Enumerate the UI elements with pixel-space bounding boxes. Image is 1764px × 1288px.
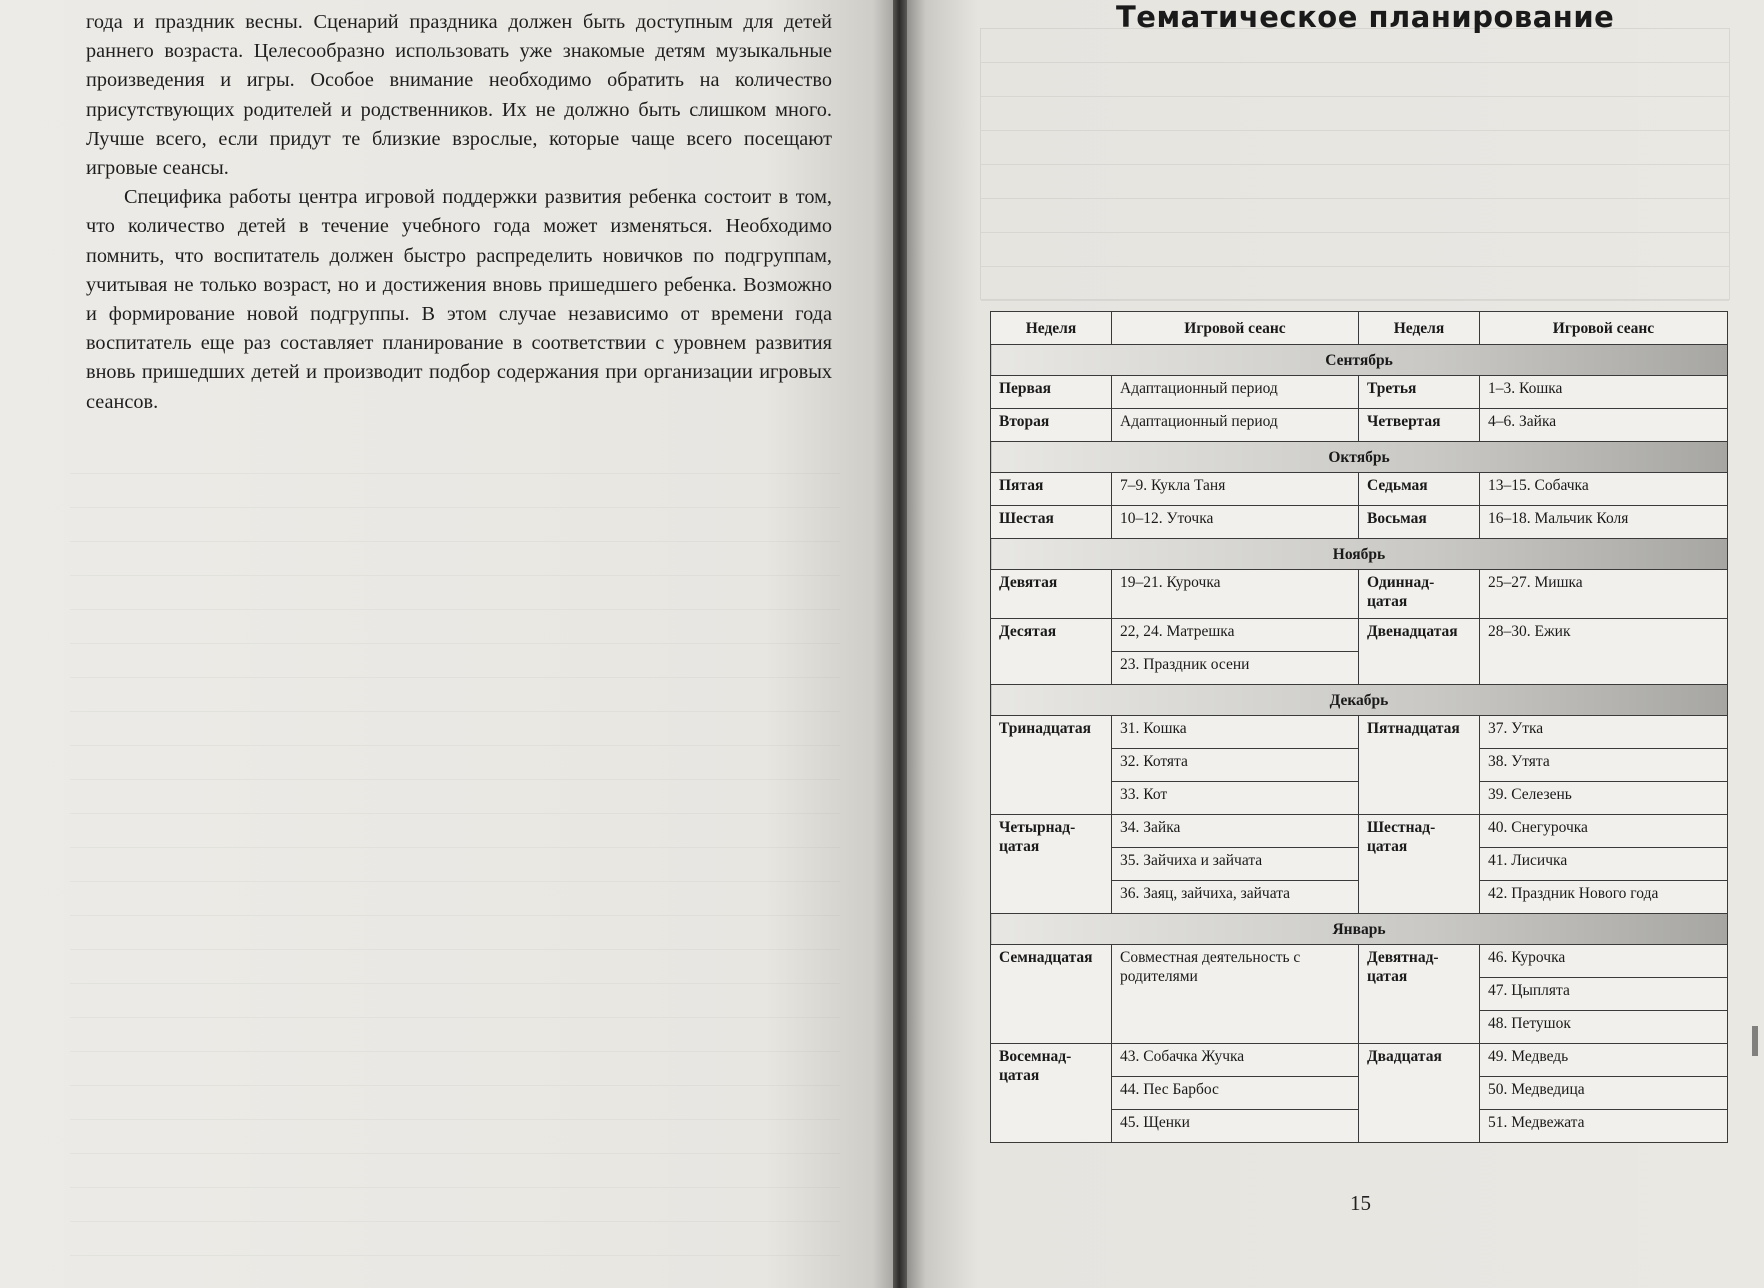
week-cell: Одиннад-цатая xyxy=(1359,570,1480,619)
table-row xyxy=(991,716,1728,749)
bleed-through-text xyxy=(70,440,840,1256)
week-cell: Четвертая xyxy=(1359,409,1480,442)
month-row-october xyxy=(991,442,1728,473)
week-cell: Девятнад-цатая xyxy=(1359,945,1480,1044)
session-cell: 31. Кошка xyxy=(1112,716,1359,749)
table-row xyxy=(991,619,1728,652)
header-session: Игровой сеанс xyxy=(1112,312,1359,345)
week-cell: Девятая xyxy=(991,570,1112,619)
week-cell: Восьмая xyxy=(1359,506,1480,539)
session-cell: 43. Собачка Жучка xyxy=(1112,1044,1359,1077)
session-cell: 10–12. Уточка xyxy=(1112,506,1359,539)
session-cell: 32. Котята xyxy=(1112,749,1359,782)
session-cell: Адаптационный период xyxy=(1112,409,1359,442)
session-cell: 51. Медвежата xyxy=(1480,1110,1728,1143)
session-cell: 7–9. Кукла Таня xyxy=(1112,473,1359,506)
month-label: Ноябрь xyxy=(991,539,1728,570)
session-cell: 28–30. Ежик xyxy=(1480,619,1728,685)
session-cell: 34. Зайка xyxy=(1112,815,1359,848)
book-spine xyxy=(893,0,907,1288)
session-cell: 4–6. Зайка xyxy=(1480,409,1728,442)
week-cell: Вторая xyxy=(991,409,1112,442)
page-title: Тематическое планирование xyxy=(1116,0,1615,34)
session-cell: 37. Утка xyxy=(1480,716,1728,749)
session-cell: 48. Петушок xyxy=(1480,1011,1728,1044)
session-cell: 45. Щенки xyxy=(1112,1110,1359,1143)
table-row xyxy=(991,570,1728,619)
session-cell: 47. Цыплята xyxy=(1480,978,1728,1011)
session-cell: 50. Медведица xyxy=(1480,1077,1728,1110)
session-cell: 41. Лисичка xyxy=(1480,848,1728,881)
week-cell: Шестнад-цатая xyxy=(1359,815,1480,914)
table-row xyxy=(991,506,1728,539)
left-page-body xyxy=(86,8,832,417)
week-cell: Пятая xyxy=(991,473,1112,506)
session-cell: 44. Пес Барбос xyxy=(1112,1077,1359,1110)
header-session: Игровой сеанс xyxy=(1480,312,1728,345)
session-cell: 33. Кот xyxy=(1112,782,1359,815)
month-row-december xyxy=(991,685,1728,716)
table-row xyxy=(991,1044,1728,1077)
header-week: Неделя xyxy=(991,312,1112,345)
session-cell: Совместная деятельность с родителями xyxy=(1112,945,1359,1044)
week-cell: Восемнад-цатая xyxy=(991,1044,1112,1143)
week-cell: Двадцатая xyxy=(1359,1044,1480,1143)
session-cell: 13–15. Собачка xyxy=(1480,473,1728,506)
page-edge-mark xyxy=(1752,1026,1758,1056)
table-row xyxy=(991,815,1728,848)
table-header-row xyxy=(991,312,1728,345)
header-week: Неделя xyxy=(1359,312,1480,345)
session-cell: 35. Зайчиха и зайчата xyxy=(1112,848,1359,881)
paragraph-1: года и праздник весны. Сценарий праздника должен быть доступным для детей раннего возраста. Целесообразно использовать уже знакомые детям музыкальные произведения и игры. Особое внимание необходимо обратить на количество присутствующих родителей и родственников. Их не должно быть слишком много. Лучше всего, если придут те близкие взрослые, которые чаще всего посещают игровые сеансы. xyxy=(86,11,832,180)
week-cell: Тринадцатая xyxy=(991,716,1112,815)
session-cell: 22, 24. Матрешка xyxy=(1112,619,1359,652)
table-row xyxy=(991,473,1728,506)
month-row-november xyxy=(991,539,1728,570)
week-cell: Четырнад-цатая xyxy=(991,815,1112,914)
session-cell: 39. Селезень xyxy=(1480,782,1728,815)
session-cell: 23. Праздник осени xyxy=(1112,652,1359,685)
page-number: 15 xyxy=(1350,1191,1371,1215)
week-cell: Десятая xyxy=(991,619,1112,685)
paragraph-2: Специфика работы центра игровой поддержки развития ребенка состоит в том, что количество детей в течение учебного года может изменяться. Необходимо помнить, что воспитатель должен быстро распределить новичков по подгруппам, учитывая не только возраст, но и достижения вновь пришедшего ребенка. Возможно и формирование новой подгруппы. В этом случае независимо от времени года воспитатель еще раз составляет планирование в соответствии с уровнем развития вновь пришедших детей и производит подбор содержания при организации игровых сеансов. xyxy=(86,186,832,413)
week-cell: Седьмая xyxy=(1359,473,1480,506)
session-cell: 16–18. Мальчик Коля xyxy=(1480,506,1728,539)
table-row xyxy=(991,376,1728,409)
month-row-september xyxy=(991,345,1728,376)
month-label: Январь xyxy=(991,914,1728,945)
table-row xyxy=(991,409,1728,442)
session-cell: Адаптационный период xyxy=(1112,376,1359,409)
table-row xyxy=(991,945,1728,978)
session-cell: 49. Медведь xyxy=(1480,1044,1728,1077)
month-label: Октябрь xyxy=(991,442,1728,473)
session-cell: 25–27. Мишка xyxy=(1480,570,1728,619)
thematic-planning-table xyxy=(990,311,1728,1143)
session-cell: 38. Утята xyxy=(1480,749,1728,782)
week-cell: Третья xyxy=(1359,376,1480,409)
week-cell: Первая xyxy=(991,376,1112,409)
week-cell: Шестая xyxy=(991,506,1112,539)
month-label: Сентябрь xyxy=(991,345,1728,376)
week-cell: Двенадцатая xyxy=(1359,619,1480,685)
session-cell: 46. Курочка xyxy=(1480,945,1728,978)
bleed-through-table xyxy=(980,28,1730,300)
session-cell: 40. Снегурочка xyxy=(1480,815,1728,848)
week-cell: Семнадцатая xyxy=(991,945,1112,1044)
session-cell: 19–21. Курочка xyxy=(1112,570,1359,619)
session-cell: 42. Праздник Нового года xyxy=(1480,881,1728,914)
month-row-january xyxy=(991,914,1728,945)
month-label: Декабрь xyxy=(991,685,1728,716)
session-cell: 36. Заяц, зайчиха, зайчата xyxy=(1112,881,1359,914)
week-cell: Пятнадцатая xyxy=(1359,716,1480,815)
session-cell: 1–3. Кошка xyxy=(1480,376,1728,409)
